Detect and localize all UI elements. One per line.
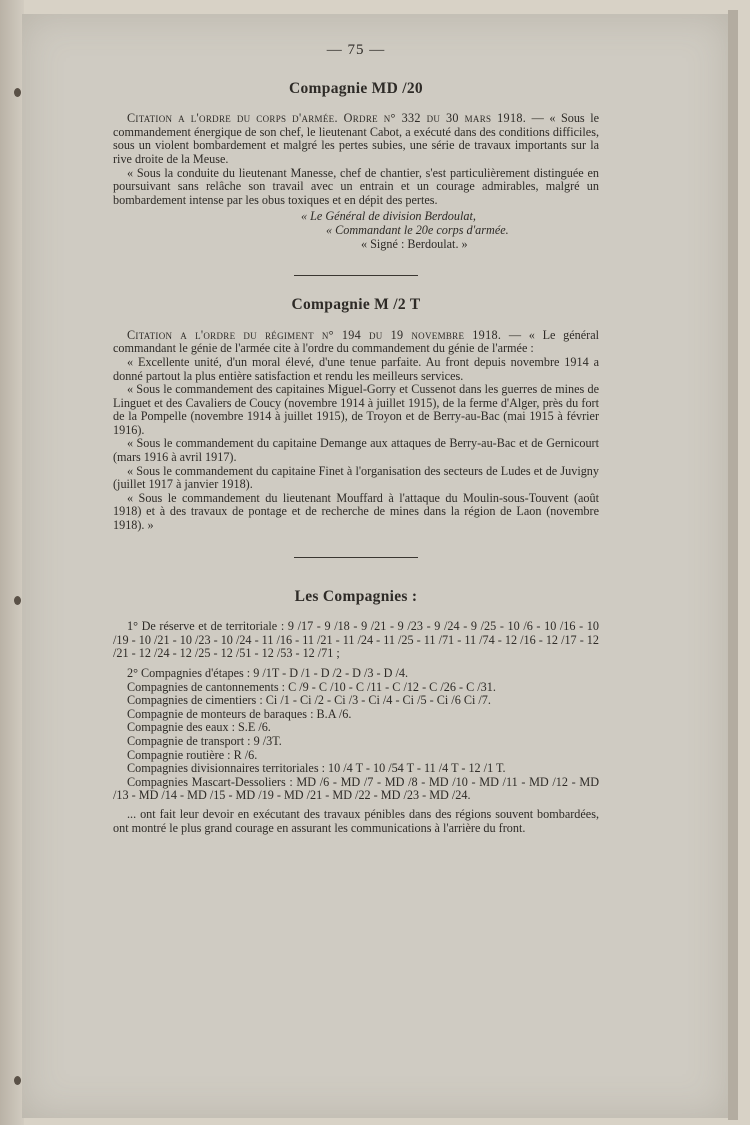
- citation-paragraph: [113, 112, 599, 166]
- section-title: Compagnie M /2 T: [291, 296, 421, 314]
- section-compagnie-md20: [113, 79, 599, 277]
- signature-line: « Le Général de division Berdoulat,: [301, 209, 476, 224]
- book-spine: [0, 0, 24, 1125]
- binding-hole: [14, 596, 21, 605]
- citation-text: « Excellente unité, d'un moral élevé, d'une tenue parfaite. Au front depuis novembre 1914 a donné partout la plus entière satisfaction et rendu les meilleurs services.: [113, 354, 599, 383]
- citation-paragraph: [113, 329, 599, 356]
- citation-text: — « Sous le commandement énergique de son chef, le lieutenant Cabot, a exécuté dans des conditions difficiles, sous un violent bombardement et malgré les pertes subies, une série de travaux importants sur la rive droite de la Meuse.: [113, 111, 599, 166]
- page-number: — 75 —: [326, 42, 386, 58]
- list-item: 1° De réserve et de territoriale : 9 /17 - 9 /18 - 9 /21 - 9 /23 - 9 /24 - 9 /25 - 10 /6 - 10 /16 - 10 /19 - 10 /21 - 10 /23 - 10 /24 - 11 /16 - 11 /21 - 11 /24 - 11 /25 - 11 /71 - 11 /74 - 12 /16 - 12 /17 - 12 /21 - 12 /24 - 12 /25 - 12 /51 - 12 /53 - 12 /71 ;: [113, 619, 599, 661]
- citation-header: Citation a l'ordre du corps d'armée. Ordre n° 332 du 30 mars 1918.: [127, 111, 527, 126]
- section-les-compagnies: [113, 587, 599, 836]
- citation-text: « Sous le commandement du capitaine Demange aux attaques de Berry-au-Bac et de Gernicourt (mars 1916 à avril 1917).: [113, 436, 599, 465]
- section-compagnie-m2t: [113, 298, 599, 558]
- citation-text: « Sous le commandement des capitaines Miguel-Gorry et Cussenot dans les guerres de mines de Linguet et des Cavaliers de Coucy (novembre 1914 à juillet 1915), de la ferme d'Alger, près du fort de la Pompelle (novembre 1914 à juillet 1915), de Troyon et de Berry-au-Bac (mai 1915 à février 1916).: [113, 382, 599, 437]
- signature-line: « Signé : Berdoulat. »: [361, 236, 468, 251]
- page-content: [113, 44, 599, 835]
- page-edge: [728, 10, 738, 1120]
- list-item: Compagnie routière : R /6.: [127, 747, 258, 762]
- citation-header: Citation a l'ordre du régiment n° 194 du 19 novembre 1918.: [127, 327, 502, 342]
- citation-text: « Sous la conduite du lieutenant Manesse, chef de chantier, s'est particulièrement distinguée en poursuivant sans relâche son travail avec un entrain et un courage admirables, malgré un bombardement intense par les obus toxiques et en dépit des pertes.: [113, 165, 599, 207]
- list-item: Compagnies divisionnaires territoriales : 10 /4 T - 10 /54 T - 11 /4 T - 12 /1 T.: [127, 761, 506, 776]
- binding-hole: [14, 1076, 21, 1085]
- companies-list: [113, 620, 599, 835]
- section-divider: [294, 557, 418, 558]
- signature-line: « Commandant le 20e corps d'armée.: [326, 222, 509, 237]
- section-title: Les Compagnies :: [294, 587, 418, 605]
- section-title: Compagnie MD /20: [289, 79, 423, 97]
- list-item: Compagnie des eaux : S.E /6.: [127, 720, 271, 735]
- closing-paragraph: ... ont fait leur devoir en exécutant des travaux pénibles dans des régions souvent bombardées, ont montré le plus grand courage en assurant les communications à l'arrière du front.: [113, 806, 599, 835]
- binding-hole: [14, 88, 21, 97]
- list-item: Compagnies de cimentiers : Ci /1 - Ci /2 - Ci /3 - Ci /4 - Ci /5 - Ci /6 Ci /7.: [127, 693, 491, 708]
- citation-text: « Sous le commandement du lieutenant Mouffard à l'attaque du Moulin-sous-Touvent (août 1918) et à des travaux de pontage et de recherche de mines dans la région de Laon (novembre 1918). »: [113, 490, 599, 533]
- signature-block: [113, 210, 599, 251]
- citation-text: « Sous le commandement du capitaine Finet à l'organisation des secteurs de Ludes et de Juvigny (juillet 1917 à janvier 1918).: [113, 463, 599, 492]
- section-divider: [294, 275, 418, 276]
- citation-text: — « Le général commandant le génie de l'armée cite à l'ordre du commandement du génie de l'armée :: [113, 327, 600, 356]
- list-item: Compagnies de cantonnements : C /9 - C /10 - C /11 - C /12 - C /26 - C /31.: [127, 679, 496, 694]
- list-item: Compagnie de transport : 9 /3T.: [127, 733, 282, 748]
- list-item: 2° Compagnies d'étapes : 9 /1T - D /1 - D /2 - D /3 - D /4.: [127, 666, 409, 680]
- list-item: Compagnies Mascart-Dessoliers : MD /6 - MD /7 - MD /8 - MD /10 - MD /11 - MD /12 - MD /13 - MD /14 - MD /15 - MD /19 - MD /21 - MD /22 - MD /23 - MD /24.: [113, 774, 599, 803]
- list-item: Compagnie de monteurs de baraques : B.A /6.: [127, 706, 352, 721]
